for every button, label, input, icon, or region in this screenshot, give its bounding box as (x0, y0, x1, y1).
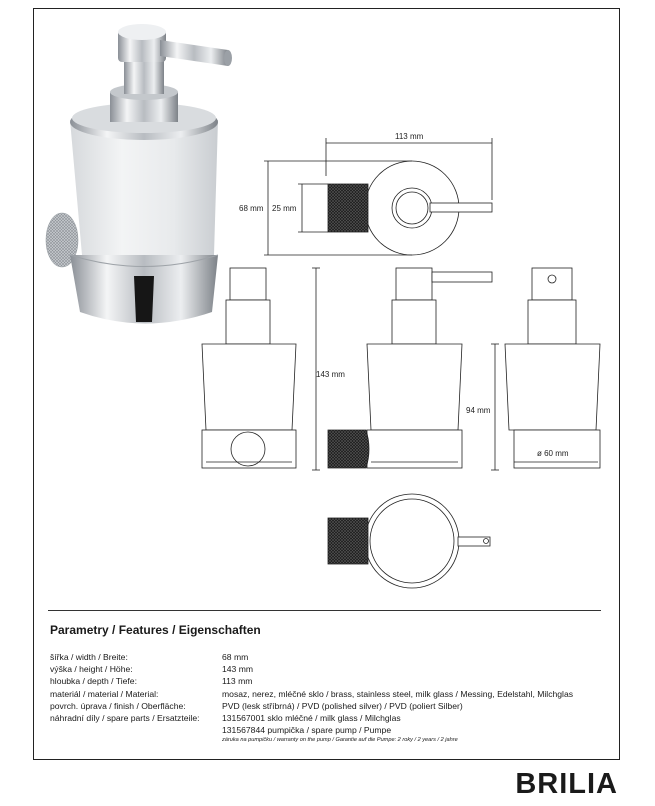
dim-inner-side: 25 mm (272, 204, 297, 213)
spec-row (50, 736, 573, 748)
spec-row (50, 675, 573, 687)
specs-table (50, 651, 573, 749)
spec-label: povrch. úprava / finish / Oberfläche: (50, 700, 186, 711)
front-view-left (202, 268, 320, 470)
spec-label (50, 724, 222, 736)
spec-label: materiál / material / Material: (50, 688, 159, 699)
spec-row (50, 663, 573, 675)
specs-title: Parametry / Features / Eigenschaften (50, 623, 261, 637)
dim-total-height: 143 mm (316, 370, 345, 379)
brand-logo: BRILIA (515, 768, 618, 800)
section-view (491, 268, 600, 470)
spec-label: výška / height / Höhe: (50, 664, 133, 675)
spec-row (50, 688, 573, 700)
section-divider (48, 610, 601, 611)
spec-value: 68 mm (222, 652, 249, 662)
spec-value: 131567844 pumpička / spare pump / Pumpe (222, 725, 392, 736)
spec-label: šířka / width / Breite: (50, 652, 128, 662)
spec-value: mosaz, nerez, mléčné sklo / brass, stainless steel, milk glass / Messing, Edelstahl, Milchglas (222, 688, 574, 699)
spec-label: hloubka / depth / Tiefe: (50, 676, 137, 687)
bottom-view (328, 494, 490, 588)
spec-value: 113 mm (222, 676, 253, 687)
warranty-note: záruka na pumpičku / warranty on the pump / Garantie auf die Pumpe: 2 roky / 2 years / 2 jahre (222, 737, 458, 744)
dim-width-top: 113 mm (395, 132, 424, 141)
spec-row (50, 651, 573, 663)
spec-row (50, 700, 573, 712)
spec-row (50, 712, 573, 724)
dim-diameter: ø 60 mm (537, 449, 569, 458)
dim-height-side: 68 mm (239, 204, 264, 213)
side-view (328, 268, 492, 468)
spec-row (50, 724, 573, 736)
spec-value: PVD (lesk stříbrná) / PVD (polished silver) / PVD (poliert Silber) (222, 700, 463, 711)
dim-glass-height: 94 mm (466, 406, 491, 415)
spec-label: náhradní díly / spare parts / Ersatzteile: (50, 713, 200, 724)
top-view (264, 138, 492, 255)
spec-value: 143 mm (222, 664, 254, 675)
spec-value: 131567001 sklo mléčné / milk glass / Milchglas (222, 713, 401, 724)
product-photo (46, 24, 232, 324)
